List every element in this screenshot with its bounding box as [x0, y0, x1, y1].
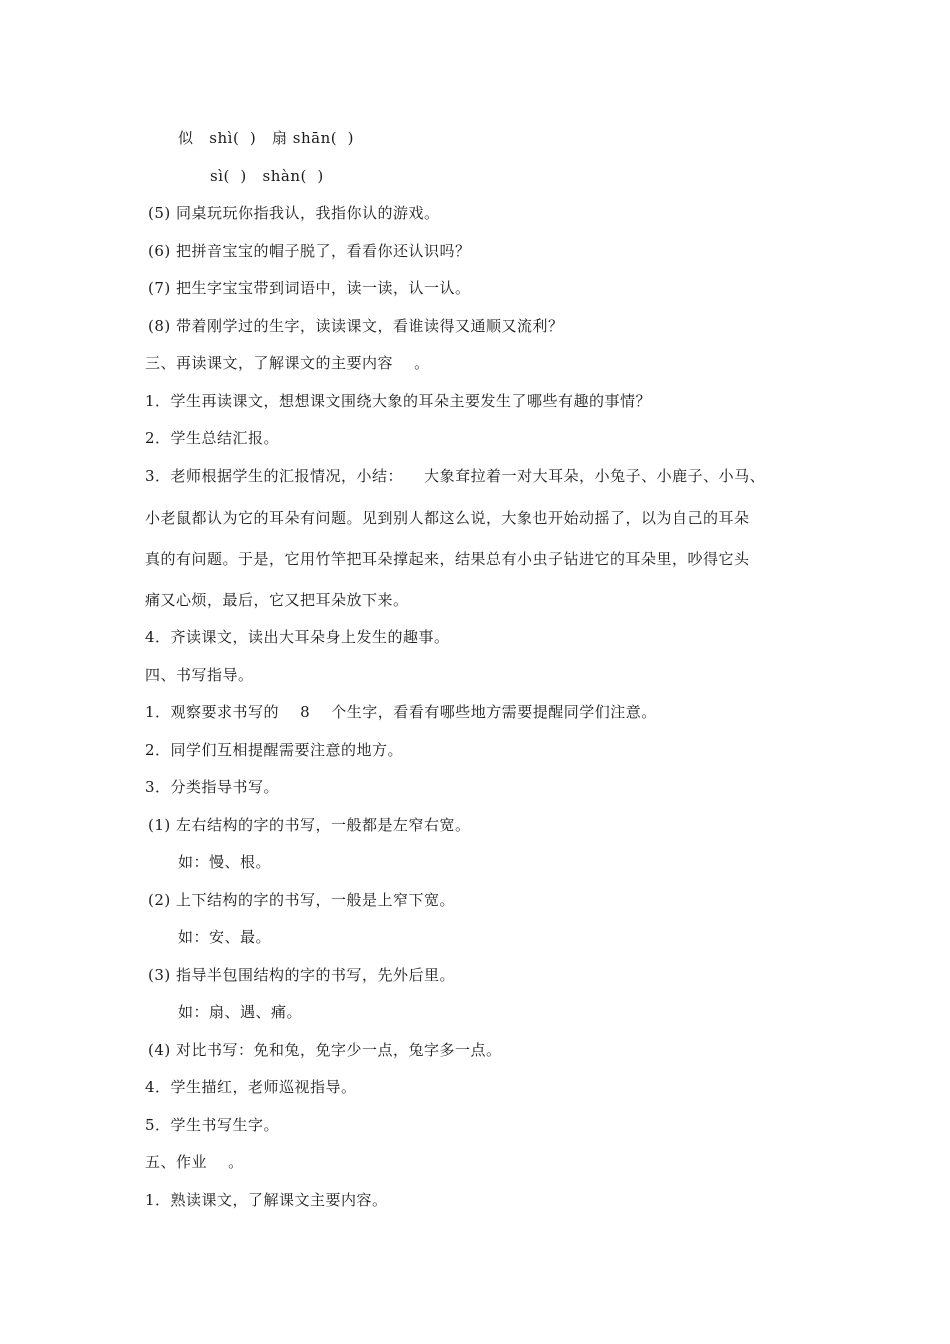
section-4-item-2: 2．同学们互相提醒需要注意的地方。 — [145, 741, 404, 759]
section-3-item-4: 4．齐读课文，读出大耳朵身上发生的趣事。 — [145, 628, 450, 646]
writing-sub-2: (2) 上下结构的字的书写，一般是上窄下宽。 — [148, 891, 456, 909]
section-4-item-5: 5．学生书写生字。 — [145, 1116, 280, 1134]
step-7: (7) 把生字宝宝带到词语中，读一读，认一认。 — [148, 279, 471, 297]
section-4-heading: 四、书写指导。 — [145, 666, 254, 684]
step-6: (6) 把拼音宝宝的帽子脱了，看看你还认识吗？ — [148, 242, 471, 260]
section-4-item-4: 4．学生描红，老师巡视指导。 — [145, 1078, 357, 1096]
writing-example-2: 如：安、最。 — [178, 928, 272, 946]
summary-line-2: 小老鼠都认为它的耳朵有问题。见到别人都这么说，大象也开始动摇了，以为自己的耳朵 — [145, 509, 750, 527]
summary-line-3: 真的有问题。于是，它用竹竿把耳朵撑起来，结果总有小虫子钻进它的耳朵里，吵得它头 — [145, 550, 750, 568]
writing-sub-3: (3) 指导半包围结构的字的书写，先外后里。 — [148, 966, 456, 984]
pinyin-exercise-line-2: sì( ) shàn( ) — [210, 167, 324, 185]
writing-sub-4: (4) 对比书写：免和兔，免字少一点，兔字多一点。 — [148, 1041, 502, 1059]
writing-example-3: 如：扇、遇、痛。 — [178, 1003, 303, 1021]
writing-example-1: 如：慢、根。 — [178, 853, 272, 871]
step-8: (8) 带着刚学过的生字，读读课文，看谁读得又通顺又流利？ — [148, 317, 564, 335]
section-5-item-1: 1．熟读课文，了解课文主要内容。 — [145, 1191, 388, 1209]
step-5: (5) 同桌玩玩你指我认，我指你认的游戏。 — [148, 204, 440, 222]
section-3-item-3: 3．老师根据学生的汇报情况，小结： 大象耷拉着一对大耳朵，小兔子、小鹿子、小马、 — [145, 467, 766, 485]
section-4-item-1: 1．观察要求书写的 8 个生字，看看有哪些地方需要提醒同学们注意。 — [145, 703, 657, 721]
section-5-heading: 五、作业 。 — [145, 1153, 244, 1171]
section-3-heading: 三、再读课文，了解课文的主要内容 。 — [145, 354, 430, 372]
section-3-item-1: 1．学生再读课文，想想课文围绕大象的耳朵主要发生了哪些有趣的事情？ — [145, 392, 652, 410]
section-4-item-3: 3．分类指导书写。 — [145, 778, 280, 796]
summary-line-4: 痛又心烦，最后，它又把耳朵放下来。 — [145, 591, 409, 609]
section-3-item-2: 2．学生总结汇报。 — [145, 429, 280, 447]
writing-sub-1: (1) 左右结构的字的书写，一般都是左窄右宽。 — [148, 816, 471, 834]
pinyin-exercise-line-1: 似 shì( ) 扇 shān( ) — [178, 129, 354, 147]
